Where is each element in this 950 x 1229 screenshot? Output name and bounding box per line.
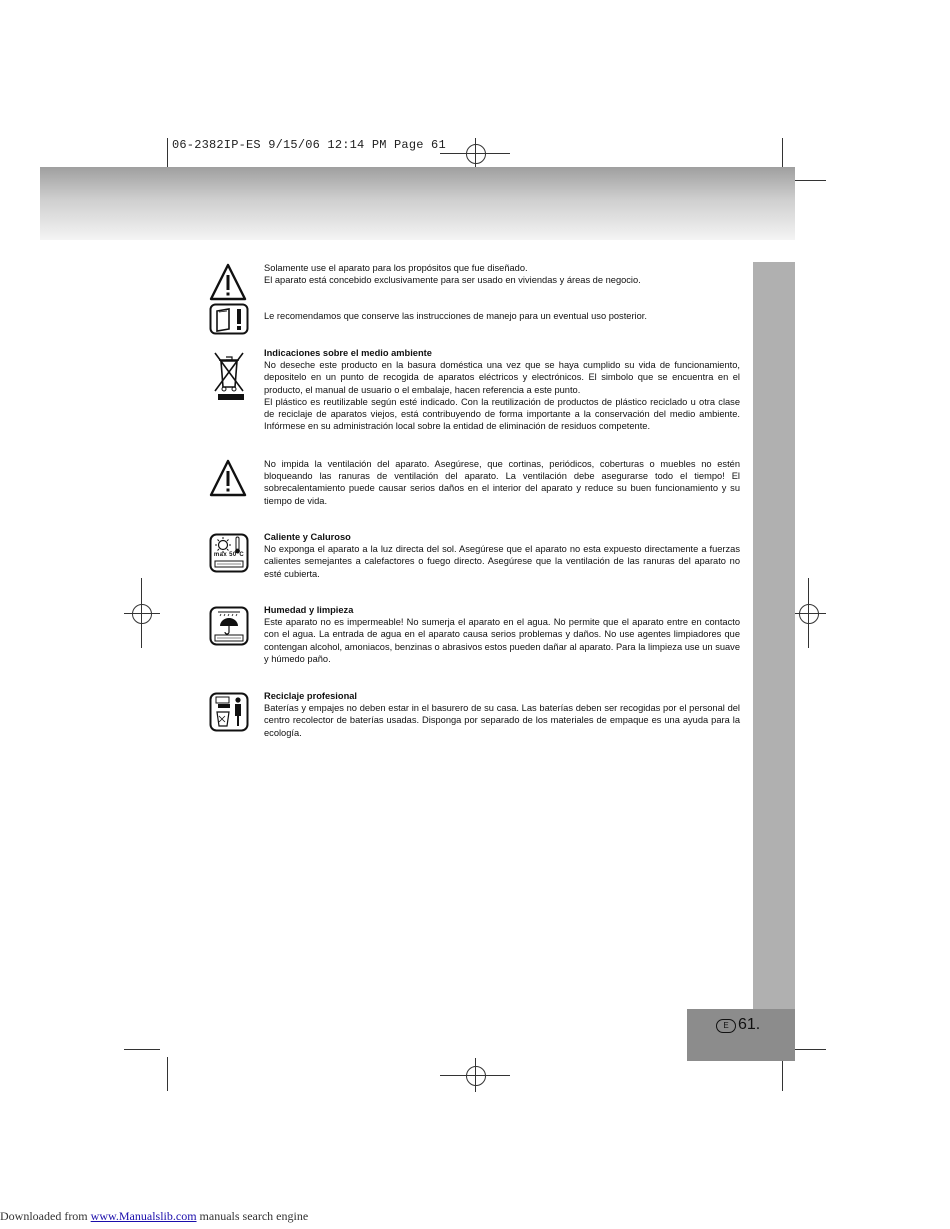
crop-mark	[167, 138, 168, 170]
registration-circle	[799, 604, 819, 624]
usage-notice	[264, 262, 740, 286]
recycling-section	[264, 690, 740, 739]
crop-mark	[782, 138, 783, 170]
print-header: 06-2382IP-ES 9/15/06 12:14 PM Page 61	[172, 138, 446, 152]
environment-text: El plástico es reutilizable según esté indicado. Con la reutilización de productos de plástico reciclado u otra clase de reciclaje de aparatos viejos, está contribuyendo de forma importante a la conservación del medio ambiente. Infórmese en su administración local sobre la entidad de eliminación de residuos competente.	[264, 396, 740, 432]
section-title: Reciclaje profesional	[264, 691, 358, 701]
crop-mark	[124, 1049, 160, 1050]
side-tab-bar	[753, 262, 795, 1012]
registration-circle	[132, 604, 152, 624]
recycling-person-icon	[209, 692, 249, 737]
manual-book-icon	[209, 303, 249, 340]
page-number: 61.	[738, 1016, 761, 1033]
crossed-bin-icon	[209, 349, 249, 408]
manualslib-link[interactable]: www.Manualslib.com	[90, 1209, 197, 1223]
humidity-text: Este aparato no es impermeable! No sumerja el aparato en el agua. No permite que el aparato entre en contacto con el agua. La entrada de agua en el aparato causa serios problemas y daños. No use agentes limpiadores que contengan alcohol, amoniacos, benzinas o abrasivos estos pueden dañar al aparato. Para la limpieza use un suave y húmedo paño.	[264, 617, 740, 664]
heat-sun-icon	[209, 533, 249, 578]
download-footer	[0, 1209, 308, 1224]
section-title: Caliente y Caluroso	[264, 532, 351, 542]
keep-manual-notice	[264, 310, 740, 322]
heat-text: No exponga el aparato a la luz directa del sol. Asegúrese que el aparato no esta expuesto directamente a fuerzas calientes semejantes a calefactores o fuego directo. Asegúrese que la ventilación de las ranuras del aparato no esté cubierta.	[264, 544, 740, 579]
environment-section	[264, 347, 740, 432]
language-badge: E	[716, 1019, 736, 1033]
max-temperature-label: max 50°C	[213, 552, 245, 558]
recycling-text: Baterías y empajes no deben estar in el basurero de su casa. Las baterías deben ser recogidas por el personal del centro recolector de baterías usadas. Disponga por separado de los materiales de empaque es una ayuda para la ecología.	[264, 703, 740, 738]
crop-mark	[790, 180, 826, 181]
section-title: Indicaciones sobre el medio ambiente	[264, 348, 432, 358]
crop-mark	[790, 1049, 826, 1050]
footer-prefix: Downloaded from	[0, 1209, 91, 1223]
section-title: Humedad y limpieza	[264, 605, 354, 615]
registration-circle	[466, 144, 486, 164]
crop-mark	[782, 1057, 783, 1091]
header-gradient-band	[40, 167, 795, 240]
warning-triangle-icon	[209, 262, 247, 307]
ventilation-notice	[264, 458, 740, 507]
keep-manual-line: Le recomendamos que conserve las instrucciones de manejo para un eventual uso posterior.	[264, 311, 647, 321]
registration-circle	[466, 1066, 486, 1086]
footer-suffix: manuals search engine	[196, 1209, 309, 1223]
environment-text: No deseche este producto en la basura doméstica una vez que se haya cumplido su vida de funcionamiento, depositelo en un punto de recogida de aparatos eléctricos y electrónicos. El simbolo que se encuentra en el producto, el manual de usuario o el embalaje, hacen referencia a este punto.	[264, 360, 740, 395]
ventilation-text: No impida la ventilación del aparato. Asegúrese, que cortinas, periódicos, coberturas o muebles no estén bloqueando las ranuras de ventilación del aparato. La ventilación debe asegurarse todo el tiempo! El sobrecalentamiento puede causar serios daños en el interior del aparato y reduce su buen funcionamiento y su tiempo de vida.	[264, 459, 740, 506]
crop-mark	[167, 1057, 168, 1091]
humidity-umbrella-icon	[209, 606, 249, 651]
usage-line: El aparato está concebido exclusivamente para ser usado en viviendas y áreas de negocio.	[264, 275, 641, 286]
usage-line: Solamente use el aparato para los propósitos que fue diseñado.	[264, 263, 528, 273]
warning-triangle-icon	[209, 458, 247, 503]
heat-section	[264, 531, 740, 580]
humidity-section	[264, 604, 740, 665]
